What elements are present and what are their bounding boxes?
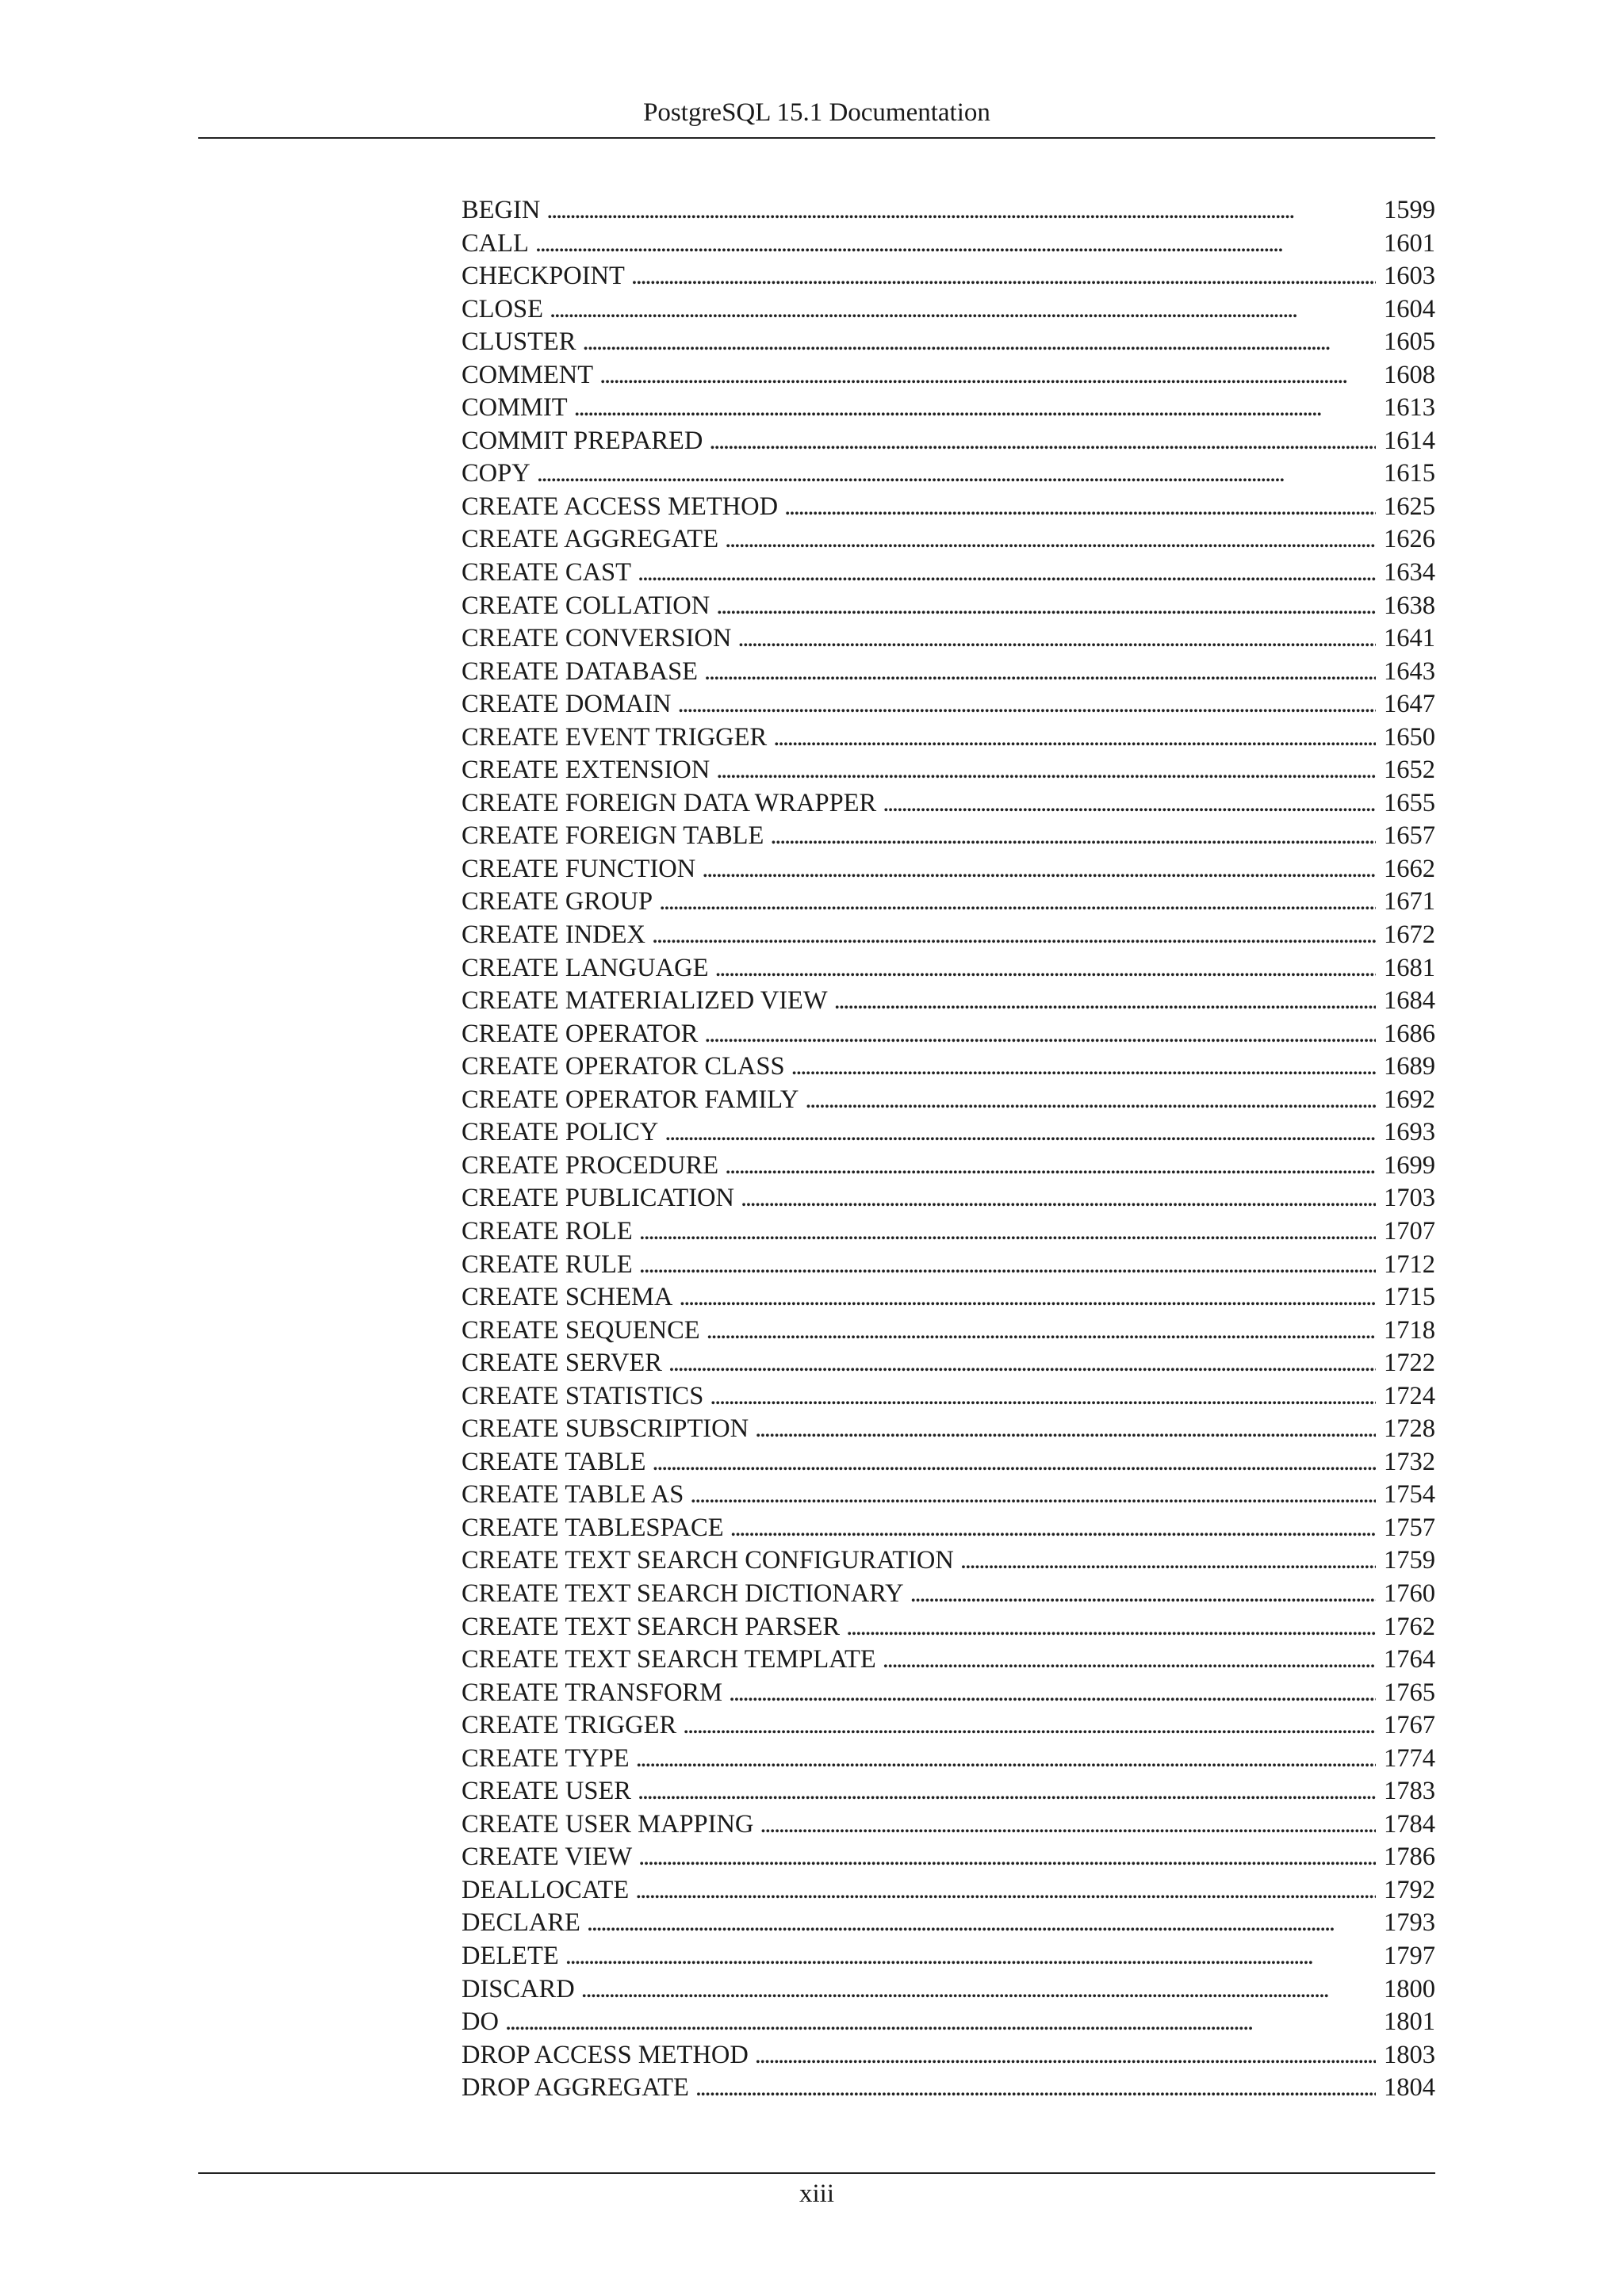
toc-entry[interactable] [462,1215,1435,1249]
toc-entry-title: CREATE INDEX [462,920,645,950]
toc-dot-leader [599,359,1376,392]
toc-entry-page-number: 1615 [1384,459,1435,488]
toc-entry[interactable] [462,1018,1435,1051]
toc-dot-leader [582,326,1376,359]
toc-entry-title: CREATE CONVERSION [462,624,732,653]
toc-entry-title: DISCARD [462,1974,575,2003]
toc-entry-page-number: 1686 [1384,1019,1435,1048]
toc-dot-leader [741,1182,1376,1215]
toc-entry-title: DELETE [462,1941,559,1970]
toc-entry-title: CREATE TEXT SEARCH DICTIONARY [462,1578,904,1608]
toc-dot-leader [581,1973,1376,2007]
toc-entry-page-number: 1759 [1384,1546,1435,1575]
toc-entry[interactable] [462,688,1435,721]
toc-dot-leader [910,1578,1376,1611]
toc-entry[interactable] [462,1380,1435,1414]
toc-entry-page-number: 1657 [1384,821,1435,851]
toc-entry-page-number: 1722 [1384,1349,1435,1378]
toc-dot-leader [760,1808,1376,1842]
toc-entry-page-number: 1601 [1384,228,1435,258]
toc-dot-leader [784,491,1376,524]
toc-entry-page-number: 1762 [1384,1612,1435,1641]
page-header-title: PostgreSQL 15.1 Documentation [643,98,990,127]
toc-entry-page-number: 1803 [1384,2040,1435,2069]
toc-entry[interactable] [462,590,1435,623]
toc-entry[interactable] [462,1446,1435,1479]
toc-entry-page-number: 1732 [1384,1447,1435,1476]
toc-entry[interactable] [462,1413,1435,1446]
toc-dot-leader [683,1709,1376,1743]
toc-entry-page-number: 1712 [1384,1249,1435,1279]
toc-entry[interactable] [462,1182,1435,1215]
toc-dot-leader [729,1677,1376,1710]
toc-dot-leader [639,1215,1376,1249]
toc-entry-page-number: 1604 [1384,294,1435,323]
toc-entry-title: CREATE TEXT SEARCH CONFIGURATION [462,1546,954,1575]
toc-dot-leader [659,886,1376,919]
toc-entry-title: CREATE TABLE [462,1447,646,1476]
toc-dot-leader [883,787,1376,821]
toc-entry-title: CREATE DATABASE [462,656,699,686]
toc-dot-leader [638,557,1376,590]
toc-entry[interactable] [462,919,1435,952]
toc-entry-title: CREATE AGGREGATE [462,525,719,554]
toc-entry[interactable] [462,260,1435,293]
toc-entry-page-number: 1800 [1384,1974,1435,2003]
toc-dot-leader [709,425,1376,458]
toc-entry[interactable] [462,326,1435,359]
toc-entry-title: DECLARE [462,1908,580,1938]
toc-entry[interactable] [462,2039,1435,2072]
header-divider [198,137,1435,139]
toc-entry-page-number: 1783 [1384,1777,1435,1806]
toc-entry-page-number: 1647 [1384,690,1435,719]
toc-dot-leader [587,1907,1376,1940]
toc-entry-title: CREATE VIEW [462,1843,633,1872]
toc-dot-leader [805,1084,1376,1117]
toc-entry-title: DROP AGGREGATE [462,2073,689,2103]
toc-entry-page-number: 1681 [1384,953,1435,982]
toc-entry[interactable] [462,1050,1435,1084]
toc-entry[interactable] [462,754,1435,787]
toc-dot-leader [635,1874,1376,1908]
toc-entry[interactable] [462,1841,1435,1874]
toc-entry-page-number: 1603 [1384,262,1435,291]
toc-entry-page-number: 1774 [1384,1743,1435,1773]
toc-entry-page-number: 1707 [1384,1216,1435,1246]
toc-dot-leader [770,820,1376,853]
toc-entry-title: CREATE STATISTICS [462,1381,704,1410]
toc-entry-title: CREATE EXTENSION [462,756,710,785]
toc-entry-title: CHECKPOINT [462,262,625,291]
toc-entry-page-number: 1655 [1384,788,1435,817]
toc-dot-leader [846,1611,1376,1644]
toc-entry[interactable] [462,1479,1435,1512]
toc-entry-title: COPY [462,459,530,488]
toc-dot-leader [695,2072,1376,2105]
toc-entry[interactable] [462,523,1435,557]
toc-entry-page-number: 1650 [1384,722,1435,752]
toc-entry-title: CREATE OPERATOR [462,1019,699,1048]
toc-dot-leader [638,1775,1376,1808]
toc-entry[interactable] [462,293,1435,327]
toc-entry-page-number: 1728 [1384,1414,1435,1444]
toc-dot-leader [638,1841,1376,1874]
toc-dot-leader [716,754,1376,787]
toc-dot-leader [730,1512,1376,1545]
toc-entry-title: CREATE POLICY [462,1118,659,1147]
toc-entry-title: CREATE PUBLICATION [462,1184,734,1213]
toc-dot-leader [639,1249,1376,1282]
toc-entry[interactable] [462,1874,1435,1908]
toc-entry-page-number: 1599 [1384,196,1435,224]
toc-entry-title: COMMIT [462,393,568,423]
toc-entry[interactable] [462,952,1435,985]
toc-entry-page-number: 1684 [1384,986,1435,1016]
toc-entry-page-number: 1693 [1384,1118,1435,1147]
toc-entry-title: CREATE OPERATOR FAMILY [462,1085,799,1114]
toc-entry[interactable] [462,853,1435,886]
toc-dot-leader [791,1050,1376,1084]
toc-dot-leader [636,1743,1376,1776]
toc-entry-title: BEGIN [462,196,541,224]
toc-dot-leader [834,985,1376,1018]
toc-entry[interactable] [462,1611,1435,1644]
toc-entry-title: CREATE CAST [462,558,631,587]
toc-dot-leader [652,919,1376,952]
toc-entry[interactable] [462,1314,1435,1348]
toc-dot-leader [679,1281,1376,1314]
toc-entry-page-number: 1692 [1384,1085,1435,1114]
toc-entry-title: CLUSTER [462,327,576,357]
toc-dot-leader [755,1413,1376,1446]
toc-dot-leader [714,952,1376,985]
toc-entry-title: CREATE FUNCTION [462,854,696,883]
toc-entry-page-number: 1786 [1384,1843,1435,1872]
toc-entry[interactable] [462,1907,1435,1940]
toc-entry[interactable] [462,1775,1435,1808]
toc-entry-title: CREATE ROLE [462,1216,633,1246]
toc-entry[interactable] [462,1544,1435,1578]
toc-entry-title: CREATE TABLESPACE [462,1513,724,1542]
toc-dot-leader [652,1446,1376,1479]
toc-entry-page-number: 1754 [1384,1480,1435,1510]
toc-dot-leader [690,1479,1376,1512]
toc-entry-title: CREATE TEXT SEARCH PARSER [462,1612,841,1641]
toc-dot-leader [537,457,1376,491]
toc-entry[interactable] [462,1808,1435,1842]
toc-entry-title: CREATE TRIGGER [462,1711,677,1740]
toc-entry-page-number: 1662 [1384,854,1435,883]
toc-entry-page-number: 1672 [1384,920,1435,950]
toc-entry-page-number: 1613 [1384,393,1435,423]
toc-entry-title: DROP ACCESS METHOD [462,2040,749,2069]
toc-entry-title: CREATE SUBSCRIPTION [462,1414,749,1444]
toc-entry-page-number: 1801 [1384,2007,1435,2037]
toc-entry[interactable] [462,787,1435,821]
toc-entry-page-number: 1757 [1384,1513,1435,1542]
toc-entry[interactable] [462,1281,1435,1314]
toc-entry[interactable] [462,359,1435,392]
toc-entry-page-number: 1764 [1384,1645,1435,1674]
toc-dot-leader [574,392,1376,425]
toc-entry[interactable] [462,1743,1435,1776]
toc-entry-title: CREATE EVENT TRIGGER [462,722,768,752]
toc-entry-page-number: 1715 [1384,1283,1435,1312]
toc-dot-leader [565,1940,1376,1973]
toc-entry[interactable] [462,622,1435,656]
toc-dot-leader [960,1544,1376,1578]
toc-entry[interactable] [462,2006,1435,2039]
toc-entry-title: CREATE TRANSFORM [462,1678,722,1707]
toc-entry-title: CALL [462,228,529,258]
toc-entry[interactable] [462,457,1435,491]
toc-entry-title: CREATE RULE [462,1249,633,1279]
toc-entry-title: CREATE TEXT SEARCH TEMPLATE [462,1645,876,1674]
toc-dot-leader [773,721,1376,755]
toc-entry[interactable] [462,820,1435,853]
toc-entry-title: CREATE GROUP [462,887,653,916]
toc-entry-page-number: 1767 [1384,1711,1435,1740]
toc-entry[interactable] [462,985,1435,1018]
toc-dot-leader [702,853,1376,886]
toc-entry-title: CREATE COLLATION [462,591,710,620]
toc-entry-title: CREATE LANGUAGE [462,953,709,982]
toc-dot-leader [546,194,1376,228]
toc-entry-title: CREATE ACCESS METHOD [462,492,779,521]
toc-entry-page-number: 1724 [1384,1381,1435,1410]
toc-entry[interactable] [462,1644,1435,1677]
toc-entry[interactable] [462,721,1435,755]
toc-dot-leader [725,1150,1376,1183]
toc-dot-leader [668,1347,1376,1380]
toc-dot-leader [755,2039,1376,2072]
toc-dot-leader [505,2006,1376,2039]
toc-entry-page-number: 1671 [1384,887,1435,916]
toc-entry[interactable] [462,656,1435,689]
toc-entry[interactable] [462,1578,1435,1611]
page-number: xiii [799,2179,834,2208]
toc-entry-title: CREATE DOMAIN [462,690,672,719]
toc-dot-leader [631,260,1376,293]
toc-entry[interactable] [462,194,1435,228]
toc-entry-page-number: 1703 [1384,1184,1435,1213]
toc-entry-page-number: 1638 [1384,591,1435,620]
toc-entry[interactable] [462,491,1435,524]
toc-entry-page-number: 1614 [1384,426,1435,455]
toc-entry-title: CREATE TYPE [462,1743,630,1773]
toc-entry-page-number: 1652 [1384,756,1435,785]
toc-entry[interactable] [462,392,1435,425]
toc-entry-page-number: 1626 [1384,525,1435,554]
toc-entry-title: COMMENT [462,360,594,389]
toc-entry-title: CREATE USER MAPPING [462,1809,754,1839]
toc-dot-leader [710,1380,1376,1414]
toc-entry-page-number: 1634 [1384,558,1435,587]
toc-entry-title: COMMIT PREPARED [462,426,703,455]
toc-entry-title: CREATE MATERIALIZED VIEW [462,986,828,1016]
toc-entry[interactable] [462,1249,1435,1282]
toc-entry[interactable] [462,1973,1435,2007]
toc-entry[interactable] [462,1512,1435,1545]
toc-entry-title: CREATE FOREIGN DATA WRAPPER [462,788,877,817]
toc-dot-leader [535,228,1376,261]
toc-entry-title: CREATE SEQUENCE [462,1315,700,1345]
toc-dot-leader [883,1644,1376,1677]
toc-entry-page-number: 1760 [1384,1578,1435,1608]
toc-dot-leader [737,622,1376,656]
table-of-contents [462,194,1435,2105]
toc-entry[interactable] [462,1150,1435,1183]
toc-entry[interactable] [462,425,1435,458]
toc-entry-page-number: 1641 [1384,624,1435,653]
toc-dot-leader [550,293,1376,327]
toc-dot-leader [665,1116,1376,1150]
toc-entry-title: CREATE USER [462,1777,631,1806]
toc-dot-leader [725,523,1376,557]
toc-entry-page-number: 1793 [1384,1908,1435,1938]
toc-dot-leader [678,688,1376,721]
toc-entry[interactable] [462,557,1435,590]
toc-dot-leader [707,1314,1376,1348]
toc-entry-page-number: 1792 [1384,1875,1435,1904]
toc-dot-leader [704,656,1376,689]
toc-entry[interactable] [462,2072,1435,2105]
toc-entry-page-number: 1643 [1384,656,1435,686]
toc-entry[interactable] [462,228,1435,261]
toc-entry-page-number: 1608 [1384,360,1435,389]
toc-entry-title: DEALLOCATE [462,1875,630,1904]
toc-entry-page-number: 1804 [1384,2073,1435,2103]
toc-entry-title: CREATE OPERATOR CLASS [462,1052,785,1081]
toc-entry[interactable] [462,886,1435,919]
toc-entry-page-number: 1784 [1384,1809,1435,1839]
toc-entry[interactable] [462,1347,1435,1380]
toc-dot-leader [704,1018,1376,1051]
toc-entry-page-number: 1625 [1384,492,1435,521]
toc-entry-page-number: 1699 [1384,1150,1435,1180]
toc-dot-leader [716,590,1376,623]
toc-entry-page-number: 1765 [1384,1678,1435,1707]
toc-entry[interactable] [462,1940,1435,1973]
toc-entry[interactable] [462,1084,1435,1117]
toc-entry[interactable] [462,1709,1435,1743]
toc-entry[interactable] [462,1677,1435,1710]
toc-entry-page-number: 1605 [1384,327,1435,357]
toc-entry-title: DO [462,2007,499,2037]
toc-entry[interactable] [462,1116,1435,1150]
toc-entry-title: CREATE TABLE AS [462,1480,684,1510]
toc-entry-title: CREATE SERVER [462,1349,662,1378]
toc-entry-title: CREATE SCHEMA [462,1283,673,1312]
toc-entry-title: CREATE PROCEDURE [462,1150,719,1180]
toc-entry-title: CREATE FOREIGN TABLE [462,821,764,851]
toc-entry-page-number: 1689 [1384,1052,1435,1081]
toc-entry-page-number: 1797 [1384,1941,1435,1970]
toc-entry-title: CLOSE [462,294,543,323]
toc-entry-page-number: 1718 [1384,1315,1435,1345]
